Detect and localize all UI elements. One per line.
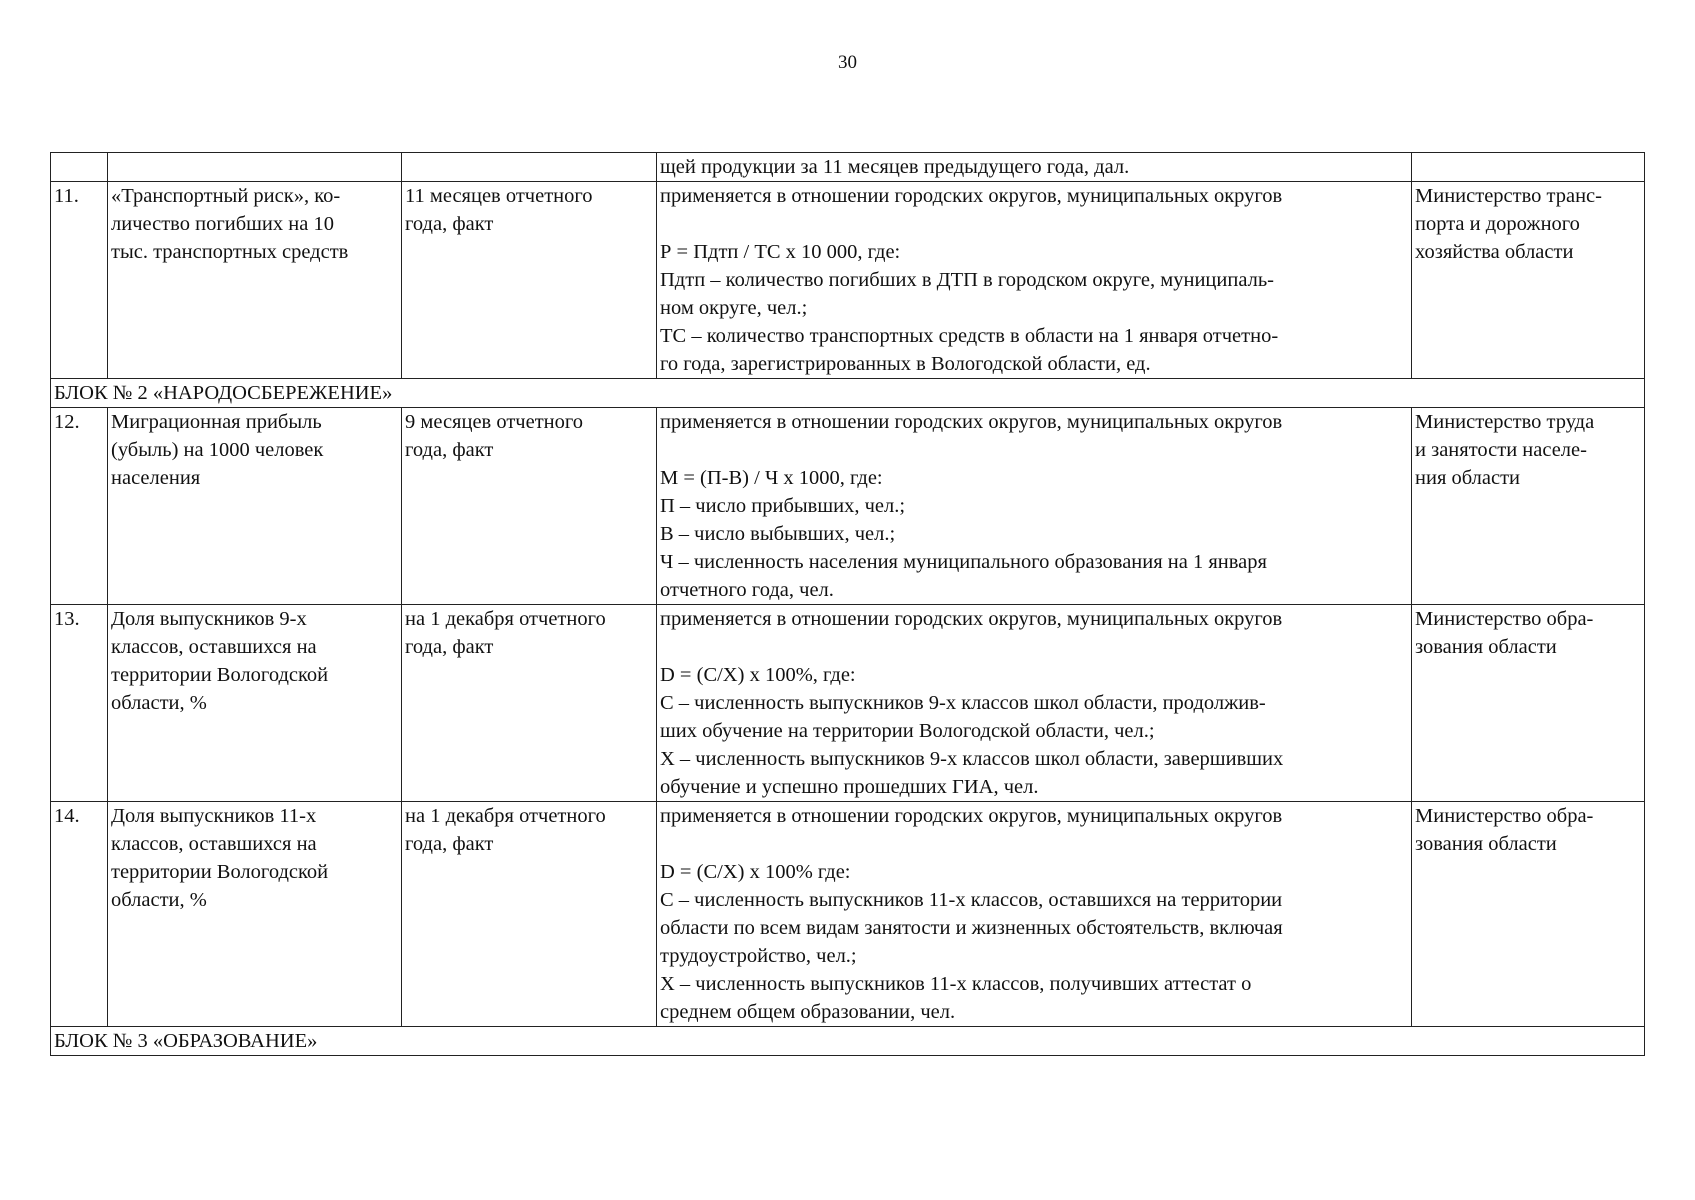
method-line: Ч – численность населения муниципального образования на 1 января [660, 551, 1267, 573]
cell-method [657, 802, 1412, 1027]
method-line: го года, зарегистрированных в Вологодской области, ед. [660, 353, 1151, 375]
name-line: области, % [111, 692, 207, 714]
responsible-line: ния области [1415, 467, 1521, 489]
cell-responsible [1412, 605, 1645, 802]
responsible-line: зования области [1415, 833, 1557, 855]
cell-name [108, 153, 402, 182]
method-line: Р = Пдтп / ТС х 10 000, где: [660, 241, 901, 263]
table-row [51, 182, 1645, 379]
period-line: 11 месяцев отчетного [405, 185, 593, 207]
name-line: Миграционная прибыль [111, 411, 322, 433]
method-line: С – численность выпускников 11-х классов, оставшихся на территории [660, 889, 1283, 911]
name-line: Доля выпускников 9-х [111, 608, 307, 630]
method-line: щей продукции за 11 месяцев предыдущего года, дал. [660, 156, 1130, 178]
cell-num: 12. [51, 408, 108, 605]
method-line: трудоустройство, чел.; [660, 945, 857, 967]
period-line: года, факт [405, 213, 494, 235]
block-header-row [51, 379, 1645, 408]
cell-responsible [1412, 182, 1645, 379]
name-line: территории Вологодской [111, 861, 329, 883]
period-line: года, факт [405, 833, 494, 855]
name-line: населения [111, 467, 201, 489]
cell-name [108, 408, 402, 605]
name-line: Доля выпускников 11-х [111, 805, 317, 827]
method-line [660, 830, 1408, 858]
cell-period [402, 802, 657, 1027]
cell-responsible [1412, 408, 1645, 605]
table-row [51, 408, 1645, 605]
cell-method [657, 153, 1412, 182]
name-line: «Транспортный риск», ко- [111, 185, 341, 207]
method-line: П – число прибывших, чел.; [660, 495, 906, 517]
method-line: ном округе, чел.; [660, 297, 808, 319]
method-line: применяется в отношении городских округов, муниципальных округов [660, 608, 1283, 630]
indicators-table [50, 152, 1645, 1056]
cell-method [657, 408, 1412, 605]
cell-num: 14. [51, 802, 108, 1027]
period-line: года, факт [405, 439, 494, 461]
page-number: 30 [838, 52, 857, 73]
name-line: (убыль) на 1000 человек [111, 439, 324, 461]
method-line: D = (С/Х) х 100%, где: [660, 664, 856, 686]
method-line: D = (С/Х) х 100% где: [660, 861, 851, 883]
cell-period [402, 408, 657, 605]
cell-responsible [1412, 802, 1645, 1027]
method-line: Пдтп – количество погибших в ДТП в городском округе, муниципаль- [660, 269, 1275, 291]
name-line: области, % [111, 889, 207, 911]
period-line: на 1 декабря отчетного [405, 805, 606, 827]
period-line: 9 месяцев отчетного [405, 411, 584, 433]
cell-method [657, 605, 1412, 802]
name-line: тыс. транспортных средств [111, 241, 349, 263]
responsible-line: зования области [1415, 636, 1557, 658]
responsible-line: Министерство обра- [1415, 805, 1594, 827]
method-line: С – численность выпускников 9-х классов школ области, продолжив- [660, 692, 1266, 714]
method-line [660, 633, 1408, 661]
method-line [660, 436, 1408, 464]
name-line: классов, оставшихся на [111, 833, 317, 855]
block-header: БЛОК № 2 «НАРОДОСБЕРЕЖЕНИЕ» [51, 379, 1645, 408]
method-line: применяется в отношении городских округов, муниципальных округов [660, 805, 1283, 827]
responsible-line: и занятости населе- [1415, 439, 1587, 461]
table-row [51, 605, 1645, 802]
method-line: ших обучение на территории Вологодской области, чел.; [660, 720, 1155, 742]
cell-num [51, 153, 108, 182]
responsible-line: Министерство обра- [1415, 608, 1594, 630]
cell-name [108, 802, 402, 1027]
cell-method [657, 182, 1412, 379]
name-line: территории Вологодской [111, 664, 329, 686]
cell-name [108, 182, 402, 379]
method-line: Х – численность выпускников 11-х классов, получивших аттестат о [660, 973, 1252, 995]
cell-responsible [1412, 153, 1645, 182]
method-line: отчетного года, чел. [660, 579, 834, 601]
cell-num: 13. [51, 605, 108, 802]
period-line: на 1 декабря отчетного [405, 608, 606, 630]
method-line: области по всем видам занятости и жизненных обстоятельств, включая [660, 917, 1283, 939]
period-line: года, факт [405, 636, 494, 658]
method-line: В – число выбывших, чел.; [660, 523, 896, 545]
table-row-continuation [51, 153, 1645, 182]
method-line [660, 210, 1408, 238]
method-line: применяется в отношении городских округов, муниципальных округов [660, 185, 1283, 207]
name-line: классов, оставшихся на [111, 636, 317, 658]
responsible-line: порта и дорожного [1415, 213, 1580, 235]
block-header-row [51, 1027, 1645, 1056]
method-line: среднем общем образовании, чел. [660, 1001, 956, 1023]
cell-name [108, 605, 402, 802]
method-line: Х – численность выпускников 9-х классов школ области, завершивших [660, 748, 1284, 770]
method-line: применяется в отношении городских округов, муниципальных округов [660, 411, 1283, 433]
cell-period [402, 605, 657, 802]
block-header: БЛОК № 3 «ОБРАЗОВАНИЕ» [51, 1027, 1645, 1056]
method-line: ТС – количество транспортных средств в области на 1 января отчетно- [660, 325, 1279, 347]
table-row [51, 802, 1645, 1027]
responsible-line: хозяйства области [1415, 241, 1574, 263]
responsible-line: Министерство транс- [1415, 185, 1602, 207]
cell-period [402, 182, 657, 379]
name-line: личество погибших на 10 [111, 213, 334, 235]
cell-period [402, 153, 657, 182]
cell-num: 11. [51, 182, 108, 379]
responsible-line: Министерство труда [1415, 411, 1595, 433]
method-line: М = (П-В) / Ч х 1000, где: [660, 467, 883, 489]
method-line: обучение и успешно прошедших ГИА, чел. [660, 776, 1039, 798]
